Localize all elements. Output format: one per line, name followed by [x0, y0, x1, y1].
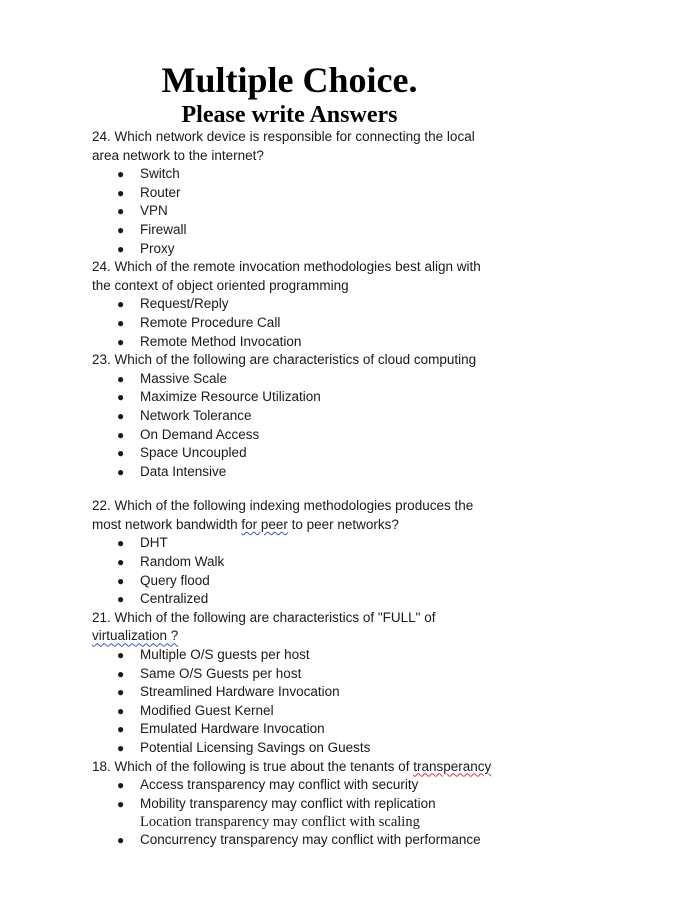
grammar-flag: for peer	[241, 516, 288, 532]
option-item: ● Random Walk	[92, 553, 492, 572]
question-list	[92, 128, 492, 850]
bullet-icon: ●	[117, 222, 125, 237]
bullet-icon: ●	[117, 408, 125, 423]
option-item: ● Space Uncoupled	[92, 444, 492, 463]
bullet-icon: ●	[117, 703, 125, 718]
option-item: ● Potential Licensing Savings on Guests	[92, 739, 492, 758]
bullet-icon: ●	[117, 241, 125, 256]
option-item: ● Remote Procedure Call	[92, 314, 492, 333]
bullet-icon: ●	[117, 204, 125, 219]
bullet-icon: ●	[117, 427, 125, 442]
option-item-unbulleted: Location transparency may conflict with scaling	[140, 814, 420, 831]
question-text: 24. Which of the remote invocation methodologies best align with the context of object oriented programming	[92, 259, 481, 293]
option-list	[92, 776, 492, 813]
bullet-icon: ●	[117, 685, 125, 700]
option-list	[92, 370, 492, 482]
option-item: ● Data Intensive	[92, 463, 492, 482]
question-text: 22. Which of the following indexing methodologies produces the most network bandwidth for peer to peer networks?	[92, 498, 474, 532]
option-item: ● Maximize Resource Utilization	[92, 388, 492, 407]
bullet-icon: ●	[117, 741, 125, 755]
spacer	[92, 481, 492, 497]
option-item: ● Access transparency may conflict with security	[92, 776, 492, 795]
bullet-icon: ●	[117, 334, 125, 349]
option-item: ● Same O/S Guests per host	[92, 665, 492, 684]
option-list	[92, 646, 492, 758]
question-text: 23. Which of the following are characteristics of cloud computing	[92, 352, 477, 368]
option-item: ● Firewall	[92, 221, 492, 240]
option-item: ● Emulated Hardware Invocation	[92, 720, 492, 739]
bullet-icon: ●	[117, 390, 125, 405]
option-item: ● Modified Guest Kernel	[92, 702, 492, 721]
option-item: ● Query flood	[92, 572, 492, 591]
option-list	[92, 165, 492, 258]
bullet-icon: ●	[117, 648, 125, 663]
bullet-icon: ●	[117, 592, 125, 607]
option-item: ● Mobility transparency may conflict with replication	[92, 795, 492, 814]
bullet-icon: ●	[117, 722, 125, 737]
option-item: ● VPN	[92, 202, 492, 221]
option-item: ● On Demand Access	[92, 426, 492, 445]
option-item: ● Switch	[92, 165, 492, 184]
bullet-icon: ●	[117, 555, 125, 570]
bullet-icon: ●	[117, 315, 125, 330]
option-item: ● Remote Method Invocation	[92, 333, 492, 352]
bullet-icon: ●	[117, 536, 125, 551]
option-item: ● Massive Scale	[92, 370, 492, 389]
spelling-flag: transperancy	[413, 758, 492, 774]
bullet-icon: ●	[117, 185, 125, 200]
option-item: ● DHT	[92, 534, 492, 553]
page-title: Multiple Choice.	[161, 60, 418, 100]
option-list	[92, 831, 492, 850]
option-item: ● Centralized	[92, 590, 492, 609]
bullet-icon: ●	[117, 833, 125, 848]
bullet-icon: ●	[117, 666, 125, 681]
bullet-icon: ●	[117, 573, 125, 588]
page-subtitle: Please write Answers	[181, 102, 398, 128]
option-item: ● Concurrency transparency may conflict with performance	[92, 831, 492, 850]
bullet-icon: ●	[117, 796, 125, 811]
bullet-icon: ●	[117, 167, 125, 182]
question-text: 18. Which of the following is true about the tenants of transperancy	[92, 758, 492, 774]
option-item: ● Network Tolerance	[92, 407, 492, 426]
option-item: ● Request/Reply	[92, 295, 492, 314]
question-text: 21. Which of the following are characteristics of "FULL" of virtualization ?	[92, 609, 436, 644]
bullet-icon: ●	[117, 297, 125, 312]
option-list	[92, 534, 492, 608]
option-item: ● Multiple O/S guests per host	[92, 646, 492, 665]
option-list	[92, 295, 492, 351]
bullet-icon: ●	[117, 778, 125, 793]
bullet-icon: ●	[117, 464, 125, 479]
question-text: 24. Which network device is responsible for connecting the local area network to the internet?	[92, 129, 475, 163]
option-item: ● Router	[92, 184, 492, 203]
bullet-icon: ●	[117, 371, 125, 386]
bullet-icon: ●	[117, 446, 125, 461]
grammar-flag: virtualization ?	[92, 628, 179, 644]
option-item: ● Streamlined Hardware Invocation	[92, 683, 492, 702]
option-item: ● Proxy	[92, 240, 492, 259]
